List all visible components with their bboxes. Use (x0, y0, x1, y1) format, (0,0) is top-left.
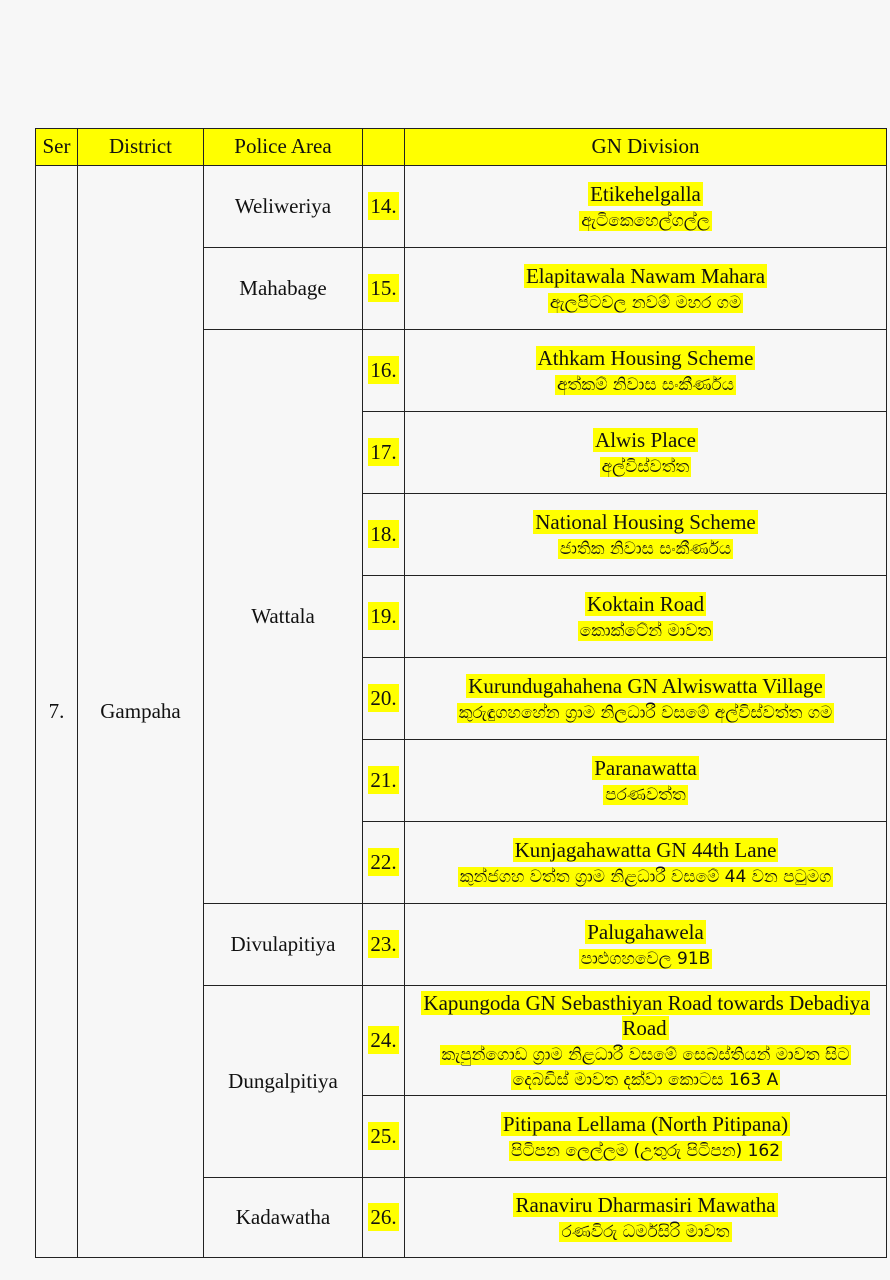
gn-name-en: Koktain Road (586, 591, 705, 616)
row-number-cell: 25. (363, 1096, 405, 1178)
row-number-cell: 15. (363, 248, 405, 330)
gn-name-en: National Housing Scheme (535, 509, 756, 534)
gn-name-si: පරණවත්ත (605, 784, 686, 805)
gn-division-cell (405, 904, 887, 986)
police-area-cell: Kadawatha (204, 1178, 363, 1258)
header-district: District (78, 129, 204, 166)
gn-division-cell (405, 740, 887, 822)
gn-division-table (35, 128, 887, 1258)
row-number-cell: 21. (363, 740, 405, 822)
gn-division-cell (405, 412, 887, 494)
row-number-cell: 14. (363, 166, 405, 248)
police-area-cell: Weliweriya (204, 166, 363, 248)
row-number-cell: 17. (363, 412, 405, 494)
header-row (36, 129, 887, 166)
police-area-cell: Mahabage (204, 248, 363, 330)
gn-division-cell (405, 1096, 887, 1178)
gn-name-en: Athkam Housing Scheme (537, 345, 754, 370)
header-police-area: Police Area (204, 129, 363, 166)
gn-name-en: Pitipana Lellama (North Pitipana) (502, 1111, 789, 1136)
gn-name-en: Palugahawela (587, 919, 704, 944)
gn-division-cell (405, 1178, 887, 1258)
police-area-cell: Dungalpitiya (204, 986, 363, 1178)
gn-name-en: Paranawatta (594, 755, 697, 780)
gn-name-si: රණවිරු ධර්මසිරි මාවත (561, 1221, 730, 1242)
row-number-cell: 22. (363, 822, 405, 904)
header-gn-division: GN Division (405, 129, 887, 166)
header-ser: Ser (36, 129, 78, 166)
gn-division-cell (405, 248, 887, 330)
gn-division-cell (405, 822, 887, 904)
gn-name-si: පිටිපන ලෙල්ලම (උතුරු පිටිපන) 162 (510, 1140, 781, 1161)
row-number-cell: 23. (363, 904, 405, 986)
row-number-cell: 26. (363, 1178, 405, 1258)
gn-name-en: Elapitawala Nawam Mahara (525, 263, 766, 288)
gn-name-en: Kapungoda GN Sebasthiyan Road towards Debadiya Road (423, 990, 870, 1041)
gn-name-en: Kurundugahahena GN Alwiswatta Village (468, 673, 823, 698)
gn-name-si: අල්විස්වත්ත (601, 456, 690, 477)
district-cell: Gampaha (78, 166, 204, 1258)
gn-name-en: Ranaviru Dharmasiri Mawatha (515, 1192, 776, 1217)
row-number-cell: 24. (363, 986, 405, 1096)
row-number-cell: 18. (363, 494, 405, 576)
gn-division-cell (405, 986, 887, 1096)
gn-division-cell (405, 494, 887, 576)
gn-division-cell (405, 576, 887, 658)
gn-name-si: ඇටිකෙහෙල්ගල්ල (581, 210, 710, 231)
gn-name-en: Kunjagahawatta GN 44th Lane (514, 837, 777, 862)
row-number-cell: 19. (363, 576, 405, 658)
gn-division-cell (405, 658, 887, 740)
police-area-cell: Divulapitiya (204, 904, 363, 986)
row-number-cell: 16. (363, 330, 405, 412)
police-area-cell: Wattala (204, 330, 363, 904)
gn-name-si: කැපුන්ගොඩ ග්‍රාම නිළධාරී වසමේ සෙබස්තියන් මාවත සිට (441, 1045, 850, 1066)
gn-name-en: Alwis Place (595, 427, 696, 452)
gn-division-cell (405, 330, 887, 412)
row-number-cell: 20. (363, 658, 405, 740)
gn-name-en: Etikehelgalla (590, 181, 701, 206)
ser-cell: 7. (36, 166, 78, 1258)
gn-name-si: පාළුගහවෙල 91B (580, 948, 711, 969)
gn-name-si: කුරුඳුගහහේන ග්‍රාම නිලධාරී වසමේ අල්විස්වත්ත ගම (458, 702, 833, 723)
header-number (363, 129, 405, 166)
table-row (36, 166, 887, 248)
gn-name-si: ජාතික නිවාස සංකීර්ණය (559, 538, 732, 559)
gn-name-si: කොක්ටේන් මාවත (579, 620, 712, 641)
gn-name-si-continued: දෙබඩිස් මාවත දක්වා කොටස 163 A (512, 1069, 779, 1090)
gn-name-si: ඇලපිටවල නවම් මහර ගම (549, 292, 742, 313)
gn-name-si: කුන්ජගහ වත්ත ග්‍රාම නිළධාරී වසමේ 44 වන පටුමග (459, 866, 832, 887)
gn-name-si: අත්කම් නිවාස සංකීර්ණය (557, 374, 734, 395)
gn-division-cell (405, 166, 887, 248)
